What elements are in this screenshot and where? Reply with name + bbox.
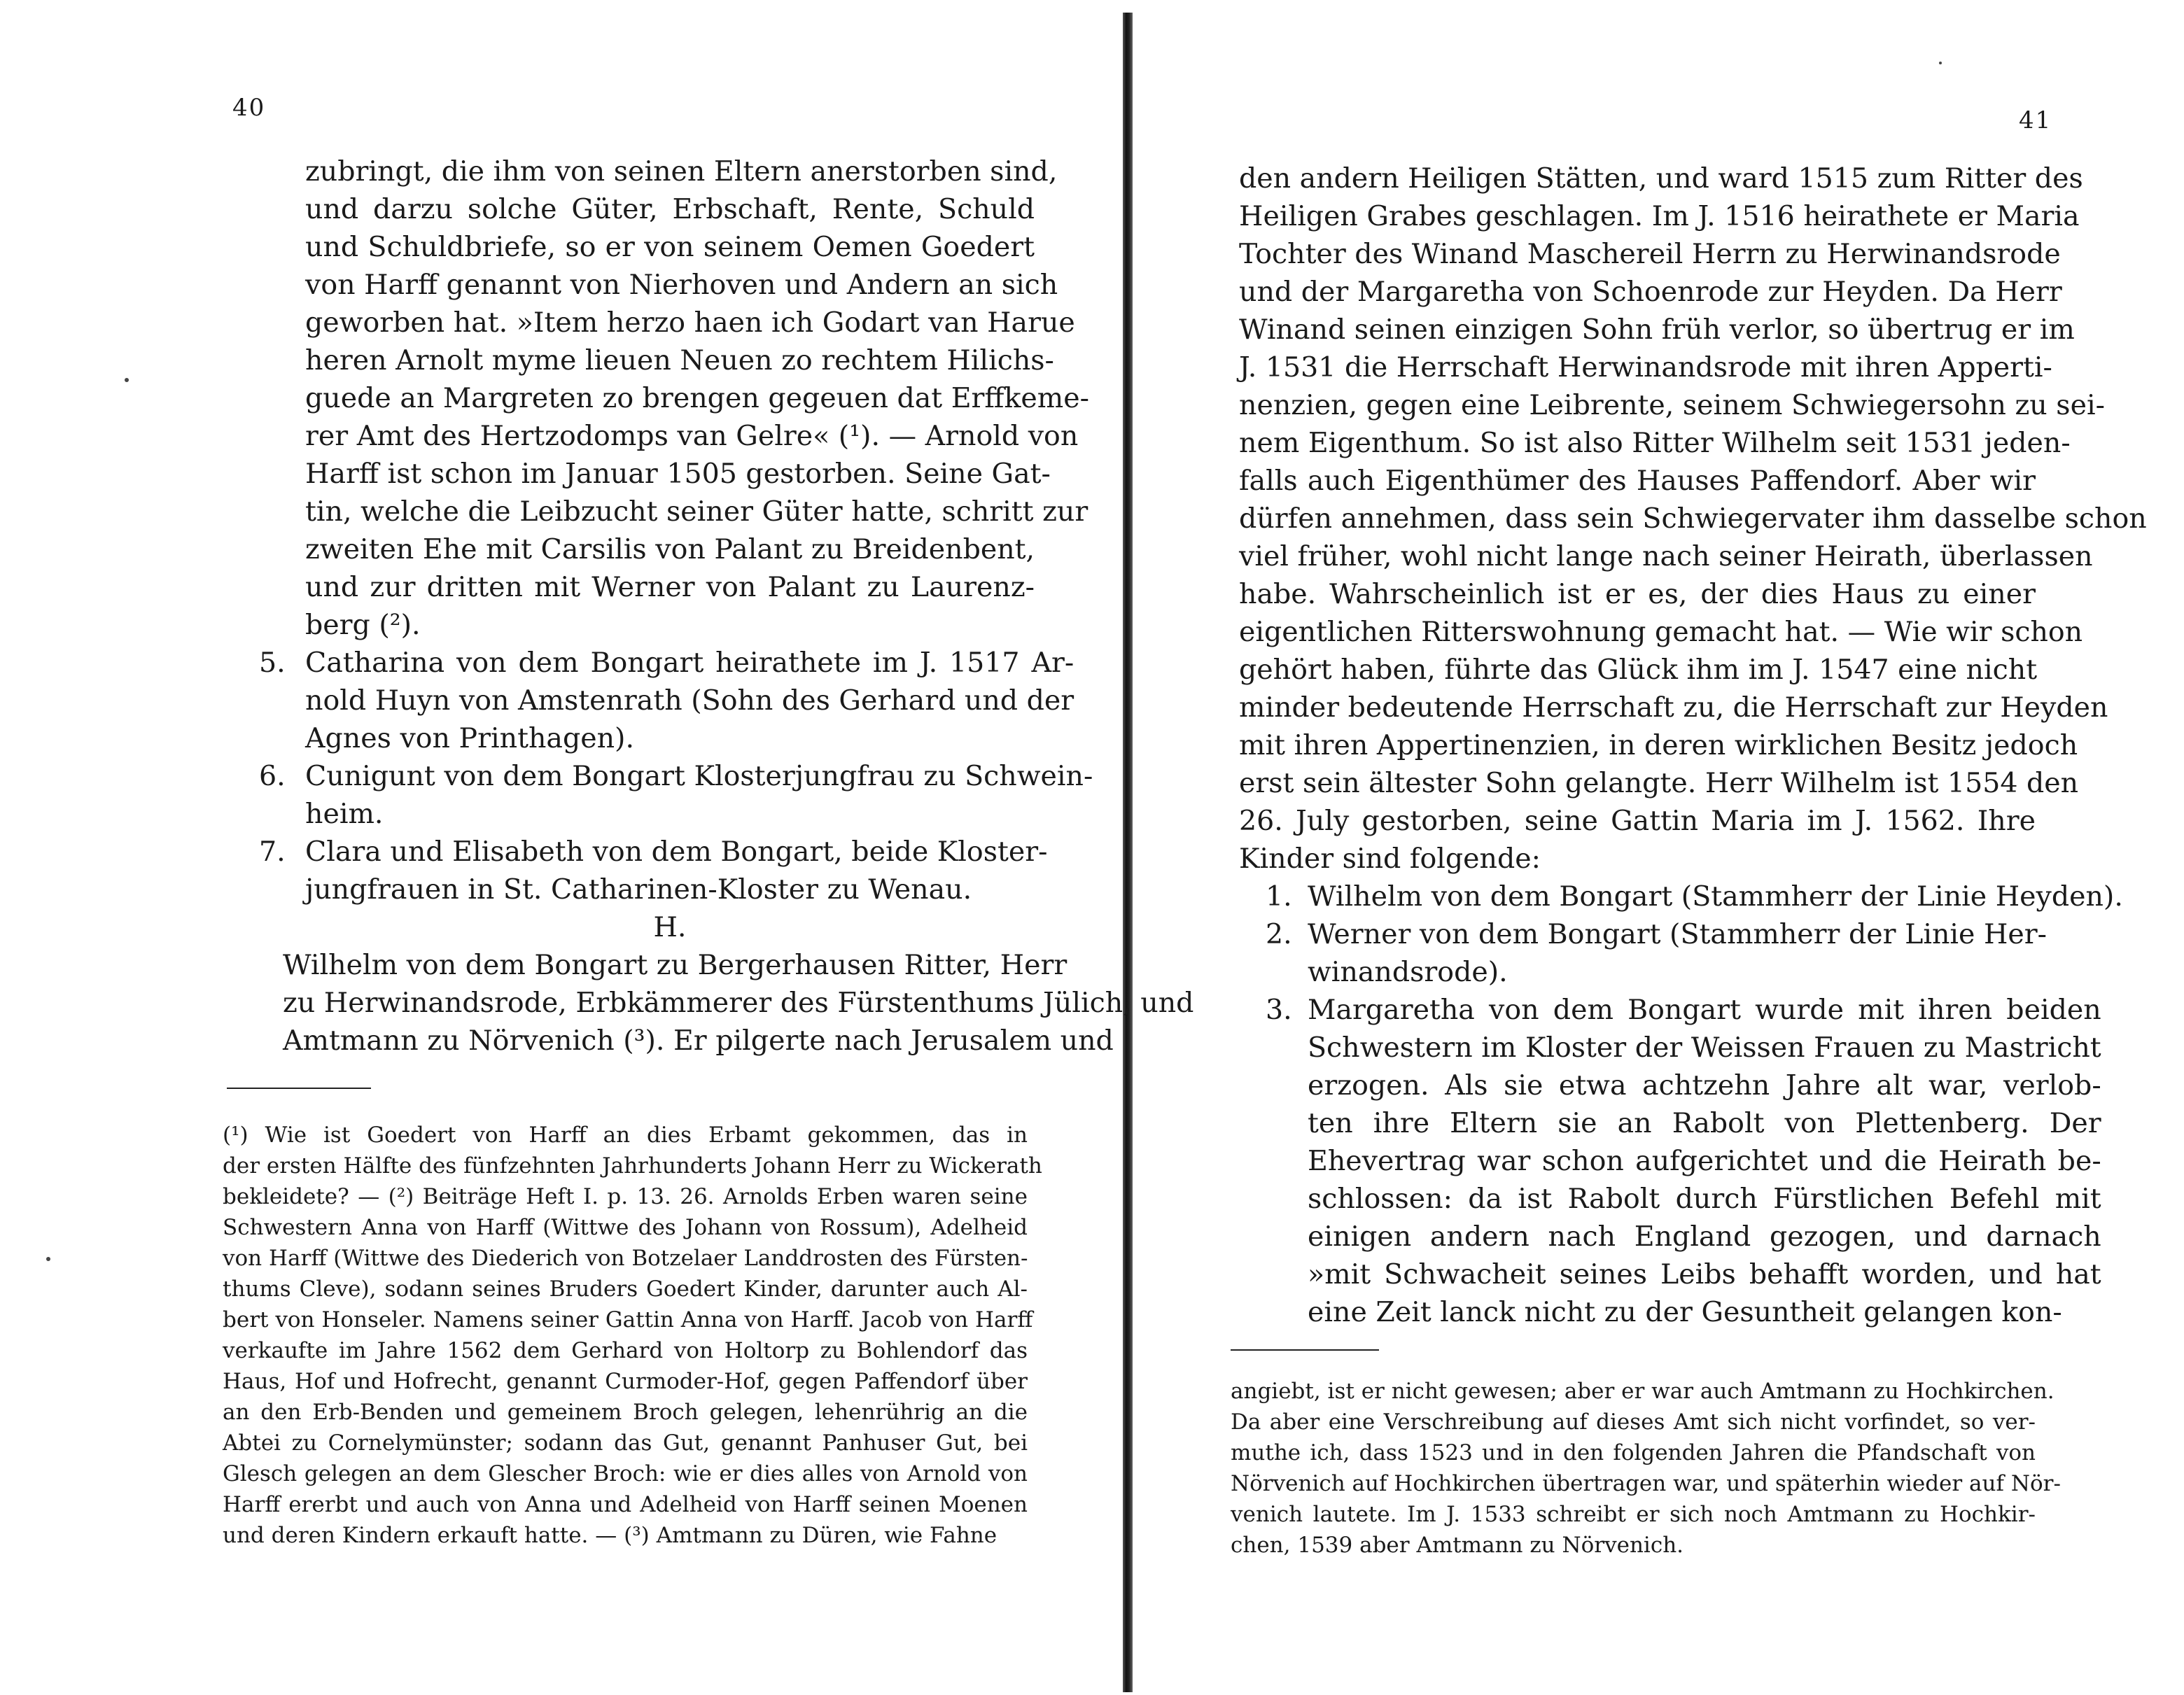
text-line: Winand seinen einzigen Sohn früh verlor, so übertrug er im [1239,314,2075,346]
text-line: Heiligen Grabes geschlagen. Im J. 1516 heirathete er Maria [1239,200,2080,232]
text-line: erzogen. Als sie etwa achtzehn Jahre alt war, verlob- [1308,1069,2101,1102]
text-line: heren Arnolt myme lieuen Neuen zo rechtem Hilichs- [305,344,1054,377]
footnote-line: angiebt, ist er nicht gewesen; aber er war auch Amtmann zu Hochkirchen. [1231,1379,2054,1404]
footnote-line: Haus, Hof und Hofrecht, genannt Curmoder-Hof, gegen Paffendorf über [223,1369,1028,1394]
list-number: 5. [259,647,286,679]
footnote-line: chen, 1539 aber Amtmann zu Nörvenich. [1231,1533,1684,1558]
list-item-text [1308,991,2101,1331]
text-line: zubringt, die ihm von seinen Eltern anerstorben sind, [305,155,1058,188]
list-number: 3. [1266,994,1292,1026]
right-page [1148,0,2184,1695]
section-heading: H. [653,911,687,943]
right-body [1239,160,2147,1331]
text-line: 26. July gestorben, seine Gattin Maria im J. 1562. Ihre [1239,805,2036,837]
footnotes [223,1120,1042,1551]
text-line: und der Margaretha von Schoenrode zur Heyden. Da Herr [1239,276,2062,308]
footnote-line: der ersten Hälfte des fünfzehnten Jahrhunderts Johann Herr zu Wickerath [223,1153,1042,1179]
text-line: habe. Wahrscheinlich ist er es, der dies Haus zu einer [1239,578,2036,610]
list-item [1266,915,2047,991]
text-line: Agnes von Printhagen). [305,722,635,754]
text-line: und zur dritten mit Werner von Palant zu Laurenz- [305,571,1035,603]
footnote-line: Harff ererbt und auch von Anna und Adelheid von Harff seinen Moenen [223,1492,1028,1517]
children-list [1266,878,2123,1331]
text-line: gehört haben, führte das Glück ihm im J. 1547 eine nicht [1239,654,2038,686]
text-line: nenzien, gegen eine Leibrente, seinem Schwiegersohn zu sei- [1239,389,2105,421]
footnote-rule [1231,1349,1379,1351]
text-line: Schwestern im Kloster der Weissen Frauen zu Mastricht [1308,1032,2101,1064]
footnotes [1231,1376,2061,1561]
text-line: einigen andern nach England gezogen, und darnach [1308,1221,2101,1253]
text-line: Amtmann zu Nörvenich (³). Er pilgerte nach Jerusalem und [283,1025,1114,1057]
text-line: Wilhelm von dem Bongart (Stammherr der Linie Heyden). [1308,880,2123,913]
text-line: guede an Margreten zo brengen gegeuen dat Erffkeme- [305,382,1089,414]
text-line: von Harff genannt von Nierhoven und Andern an sich [305,269,1058,301]
text-line: mit ihren Appertinenzien, in deren wirklichen Besitz jedoch [1239,729,2078,761]
footnote-line: Glesch gelegen an dem Glescher Broch: wie er dies alles von Arnold von [223,1461,1028,1486]
list-item-text [305,833,1047,908]
text-line: nold Huyn von Amstenrath (Sohn des Gerhard und der [305,684,1074,717]
text-line: Kinder sind folgende: [1239,843,1541,875]
numbered-list [259,644,1093,908]
paragraph-arnold [305,153,1089,644]
text-line: Catharina von dem Bongart heirathete im J. 1517 Ar- [305,647,1074,679]
text-line: und darzu solche Güter, Erbschaft, Rente, Schuld [305,193,1035,225]
list-item-text [305,644,1074,757]
text-line: geworben hat. »Item herzo haen ich Godart van Harue [305,307,1075,339]
text-line: Harff ist schon im Januar 1505 gestorben. Seine Gat- [305,458,1051,490]
text-line: Wilhelm von dem Bongart zu Bergerhausen Ritter, Herr [283,949,1068,981]
text-line: J. 1531 die Herrschaft Herwinandsrode mit ihren Apperti- [1239,351,2052,384]
text-line: zu Herwinandsrode, Erbkämmerer des Fürstenthums Jülich, und [283,987,1194,1019]
list-item [1266,878,2123,915]
text-line: eigentlichen Ritterswohnung gemacht hat. — Wie wir schon [1239,616,2083,648]
footnote-line: bert von Honseler. Namens seiner Gattin Anna von Harff. Jacob von Harff [223,1307,1033,1332]
text-line: schlossen: da ist Rabolt durch Fürstlichen Befehl mit [1308,1183,2101,1215]
footnote-line: thums Cleve), sodann seines Bruders Goedert Kinder, darunter auch Al- [223,1276,1028,1302]
text-line: dürfen annehmen, dass sein Schwiegervater ihm dasselbe schon [1239,502,2147,535]
text-line: winandsrode). [1308,956,1508,988]
footnote-line: (¹) Wie ist Goedert von Harff an dies Erbamt gekommen, das in [223,1123,1028,1148]
text-line: »mit Schwacheit seines Leibs behafft worden, und hat [1308,1258,2101,1290]
footnote-line: an den Erb-Benden und gemeinem Broch gelegen, lehenrührig an die [223,1400,1028,1425]
text-line: den andern Heiligen Stätten, und ward 1515 zum Ritter des [1239,162,2083,195]
list-number: 2. [1266,918,1292,950]
text-line: viel früher, wohl nicht lange nach seiner Heirath, überlassen [1239,540,2093,572]
footnote-line: und deren Kindern erkauft hatte. — (³) Amtmann zu Düren, wie Fahne [223,1523,997,1548]
list-number: 1. [1266,880,1292,913]
text-line: berg (²). [305,609,421,641]
list-number: 6. [259,760,286,792]
text-line: Ehevertrag war schon aufgerichtet und die Heirath be- [1308,1145,2101,1177]
text-line: ten ihre Eltern sie an Rabolt von Plettenberg. Der [1308,1107,2101,1139]
text-line: minder bedeutende Herrschaft zu, die Herrschaft zur Heyden [1239,691,2108,724]
footnote-rule [227,1088,371,1089]
footnote-line: Nörvenich auf Hochkirchen übertragen war, und späterhin wieder auf Nör- [1231,1471,2061,1496]
text-line: zweiten Ehe mit Carsilis von Palant zu Breidenbent, [305,533,1035,565]
footnote-line: bekleidete? — (²) Beiträge Heft I. p. 13. 26. Arnolds Erben waren seine [223,1184,1028,1209]
paragraph-wilhelm-continued [1239,160,2147,878]
text-line: erst sein ältester Sohn gelangte. Herr Wilhelm ist 1554 den [1239,767,2079,799]
text-line: tin, welche die Leibzucht seiner Güter hatte, schritt zur [305,495,1088,528]
footnote-line: verkaufte im Jahre 1562 dem Gerhard von Holtorp zu Bohlendorf das [223,1338,1028,1363]
list-item-text [1308,915,2047,991]
text-line: eine Zeit lanck nicht zu der Gesuntheit gelangen kon- [1308,1296,2062,1328]
page-number: 41 [2019,106,2052,134]
footnote-line: Abtei zu Cornelymünster; sodann das Gut, genannt Panhuser Gut, bei [223,1430,1028,1456]
list-item [259,833,1048,908]
text-line: Margaretha von dem Bongart wurde mit ihren beiden [1308,994,2101,1026]
list-item [259,644,1074,757]
text-line: Werner von dem Bongart (Stammherr der Linie Her- [1308,918,2047,950]
text-line: rer Amt des Hertzodomps van Gelre« (¹). — Arnold von [305,420,1079,452]
text-line: Clara und Elisabeth von dem Bongart, beide Kloster- [305,836,1048,868]
footnote-line: venich lautete. Im J. 1533 schreibt er sich noch Amtmann zu Hochkir- [1231,1502,2036,1527]
text-line: Cunigunt von dem Bongart Klosterjungfrau zu Schwein- [305,760,1093,792]
text-line: falls auch Eigenthümer des Hauses Paffendorf. Aber wir [1239,465,2036,497]
list-item-text [1308,878,2123,915]
text-line: nem Eigenthum. So ist also Ritter Wilhelm seit 1531 jeden- [1239,427,2071,459]
list-item [259,757,1093,833]
left-body [259,153,1194,1060]
list-item-text [305,757,1093,833]
footnote-line: von Harff (Wittwe des Diederich von Botzelaer Landdrosten des Fürsten- [223,1246,1028,1271]
text-line: und Schuldbriefe, so er von seinem Oemen Goedert [305,231,1035,263]
text-line: jungfrauen in St. Catharinen-Kloster zu Wenau. [305,873,972,906]
footnote-line: Da aber eine Verschreibung auf dieses Amt sich nicht vorfindet, so ver- [1231,1409,2036,1435]
page-number: 40 [232,94,266,122]
footnote-line: muthe ich, dass 1523 und in den folgenden Jahren die Pfandschaft von [1231,1440,2036,1465]
list-item [1266,991,2101,1331]
text-line: heim. [305,798,384,830]
paragraph-wilhelm [283,946,1194,1060]
text-line: Tochter des Winand Maschereil Herrn zu Herwinandsrode [1239,238,2061,270]
footnote-line: Schwestern Anna von Harff (Wittwe des Johann von Rossum), Adelheid [223,1215,1028,1240]
list-number: 7. [259,836,286,868]
